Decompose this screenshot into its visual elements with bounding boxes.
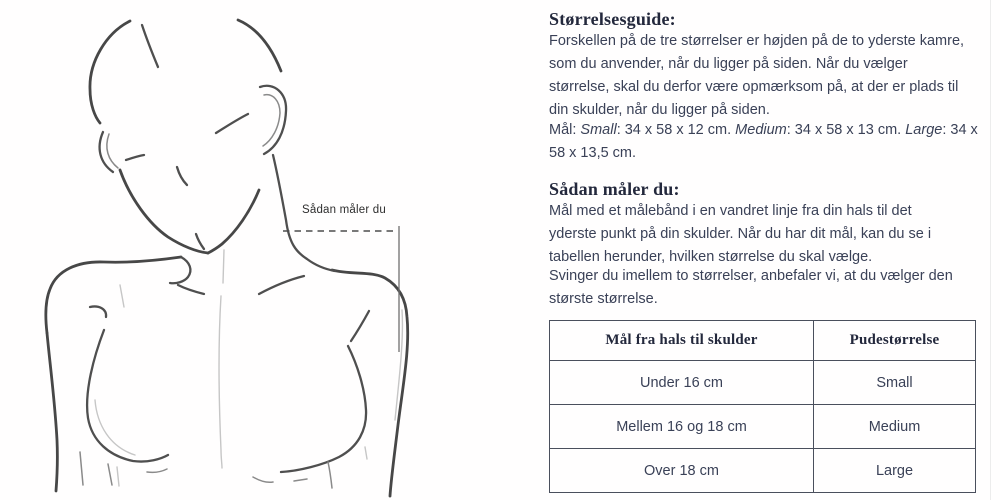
text-segment: 58 x 13,5 cm. [549,145,637,161]
sketch-light-strokes [80,95,332,488]
text-segment: Large [905,122,943,138]
table-row [550,361,976,405]
text-line: Forskellen på de tre størrelser er højden på de to yderste kamre, [549,33,965,49]
recommendation-paragraph [549,265,953,311]
table-row [550,405,976,449]
section-title-how-to-measure: Sådan måler du: [549,179,680,199]
text-segment: Mål: [549,122,581,138]
table-row [550,449,976,493]
text-line: Svinger du imellem to størrelser, anbefaler vi, at du vælger den [549,268,953,284]
sketch-main-strokes [46,20,408,496]
table-cell-size: Small [814,361,976,405]
text-line: din skulder, når du ligger på siden. [549,102,770,118]
text-segment: : 34 x 58 x 13 cm. [786,122,906,138]
text-segment: : 34 x 58 x 12 cm. [616,122,736,138]
text-line: størrelse, skal du derfor være opmærksom på, at der er plads til [549,79,959,95]
table-header-measure: Mål fra hals til skulder [550,321,814,361]
text-segment: Small [580,122,617,138]
text-line: som du anvender, når du ligger på siden. Når du vælger [549,56,908,72]
size-guide-paragraph [549,30,964,122]
text-segment: Medium [735,122,787,138]
sketch-detail-strokes [87,25,369,472]
measure-annotation-label: Sådan måler du [302,204,386,216]
text-line: Mål med et målebånd i en vandret linje fra din hals til det [549,203,912,219]
table-cell-measure: Under 16 cm [550,361,814,405]
section-title-size-guide: Størrelsesguide: [549,9,676,29]
text-line: yderste punkt på din skulder. Når du har dit mål, kan du se i [549,226,932,242]
table-header-row [550,321,976,361]
text-line: tabellen herunder, hvilken størrelse du skal vælge. [549,249,873,265]
table-header-size: Pudestørrelse [814,321,976,361]
table-cell-size: Medium [814,405,976,449]
size-guide-content [549,0,981,500]
page-edge-divider [990,0,991,500]
dimensions-paragraph [549,119,978,165]
text-segment: : 34 x [942,122,978,138]
table-cell-size: Large [814,449,976,493]
table-cell-measure: Over 18 cm [550,449,814,493]
text-line: største størrelse. [549,291,658,307]
how-to-measure-paragraph [549,200,931,269]
size-table [549,320,976,493]
table-cell-measure: Mellem 16 og 18 cm [550,405,814,449]
